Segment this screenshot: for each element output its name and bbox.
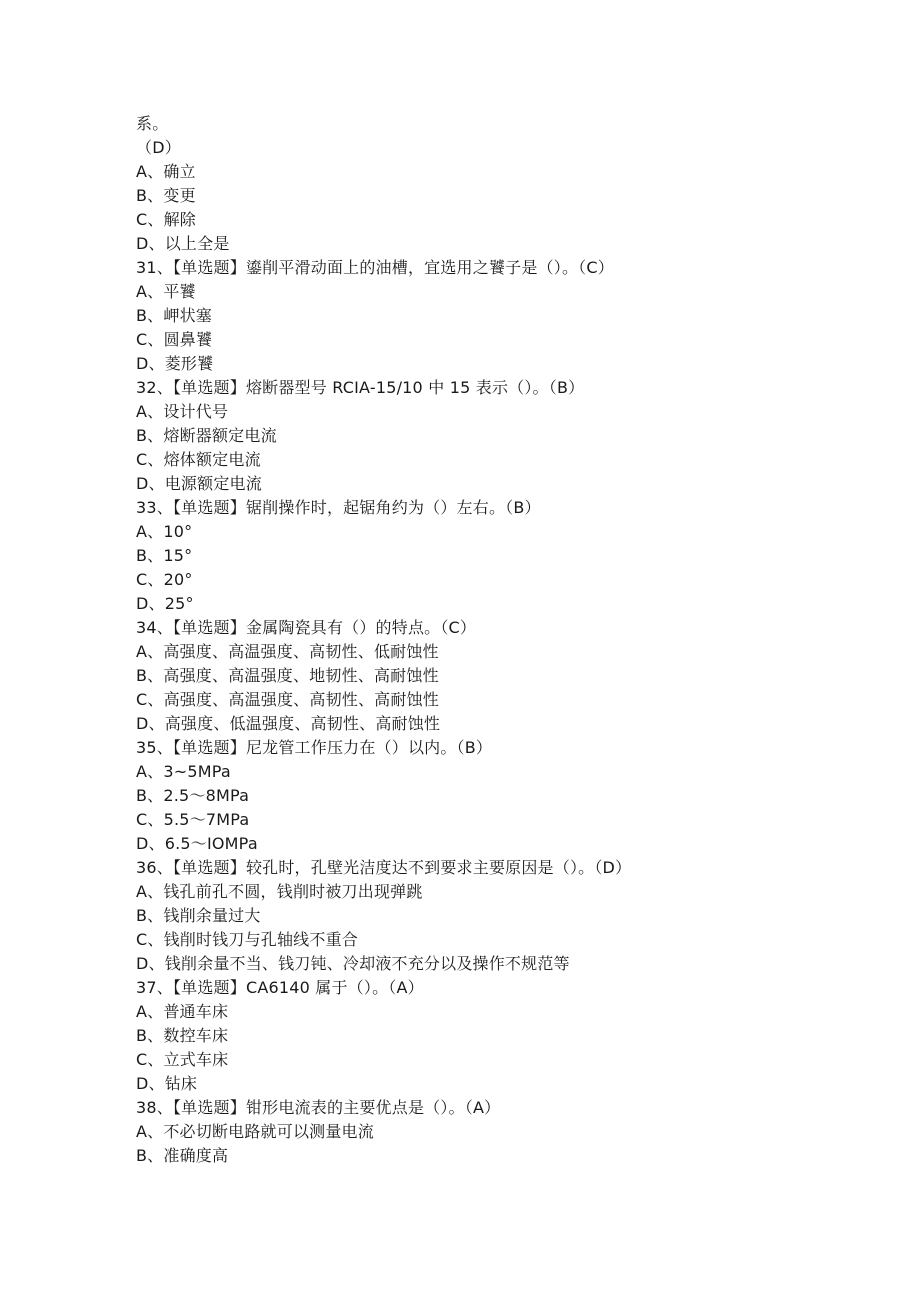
option-b: B、2.5～8MPa: [136, 786, 250, 805]
option-a: A、10°: [136, 522, 193, 541]
option-d: D、高强度、低温强度、高韧性、高耐蚀性: [136, 714, 441, 733]
option-b: B、变更: [136, 186, 196, 205]
question-31: 31、【单选题】鎏削平滑动面上的油槽，宜选用之饕子是（）。（C）: [136, 258, 614, 277]
option-c: C、高强度、高温强度、高韧性、高耐蚀性: [136, 690, 439, 709]
text-line: 系。: [136, 114, 169, 133]
option-b: B、熔断器额定电流: [136, 426, 277, 445]
option-b: B、岬状塞: [136, 306, 212, 325]
question-33: 33、【单选题】锯削操作时，起锯角约为（）左右。（B）: [136, 498, 541, 517]
option-b: B、数控车床: [136, 1026, 229, 1045]
question-34: 34、【单选题】金属陶瓷具有（）的特点。（C）: [136, 618, 477, 637]
answer-line: （D）: [136, 138, 181, 157]
option-a: A、钱孔前孔不圆，钱削时被刀出现弹跳: [136, 882, 423, 901]
question-35: 35、【单选题】尼龙管工作压力在（）以内。（B）: [136, 738, 493, 757]
option-d: D、6.5～IOMPa: [136, 834, 258, 853]
option-d: D、以上全是: [136, 234, 230, 253]
question-32: 32、【单选题】熔断器型号 RCIA-15/10 中 15 表示（）。（B）: [136, 378, 585, 397]
option-d: D、菱形饕: [136, 354, 214, 373]
option-c: C、5.5～7MPa: [136, 810, 250, 829]
option-b: B、准确度高: [136, 1146, 229, 1165]
document-page: [136, 112, 856, 1168]
option-a: A、不必切断电路就可以测量电流: [136, 1122, 374, 1141]
option-c: C、立式车床: [136, 1050, 229, 1069]
option-c: C、钱削时钱刀与孔轴线不重合: [136, 930, 358, 949]
option-d: D、电源额定电流: [136, 474, 262, 493]
option-c: C、解除: [136, 210, 196, 229]
question-36: 36、【单选题】较孔时，孔壁光洁度达不到要求主要原因是（）。（D）: [136, 858, 632, 877]
option-d: D、钱削余量不当、钱刀钝、冷却液不充分以及操作不规范等: [136, 954, 570, 973]
option-c: C、熔体额定电流: [136, 450, 261, 469]
option-a: A、设计代号: [136, 402, 229, 421]
option-a: A、普通车床: [136, 1002, 229, 1021]
option-a: A、平饕: [136, 282, 196, 301]
option-d: D、钻床: [136, 1074, 198, 1093]
option-c: C、圆鼻饕: [136, 330, 213, 349]
option-c: C、20°: [136, 570, 193, 589]
question-38: 38、【单选题】钳形电流表的主要优点是（）。（A）: [136, 1098, 501, 1117]
option-b: B、高强度、高温强度、地韧性、高耐蚀性: [136, 666, 439, 685]
option-b: B、15°: [136, 546, 193, 565]
option-b: B、钱削余量过大: [136, 906, 261, 925]
option-a: A、高强度、高温强度、高韧性、低耐蚀性: [136, 642, 439, 661]
option-a: A、确立: [136, 162, 196, 181]
question-37: 37、【单选题】CA6140 属于（）。（A）: [136, 978, 424, 997]
option-d: D、25°: [136, 594, 194, 613]
option-a: A、3~5MPa: [136, 762, 231, 781]
